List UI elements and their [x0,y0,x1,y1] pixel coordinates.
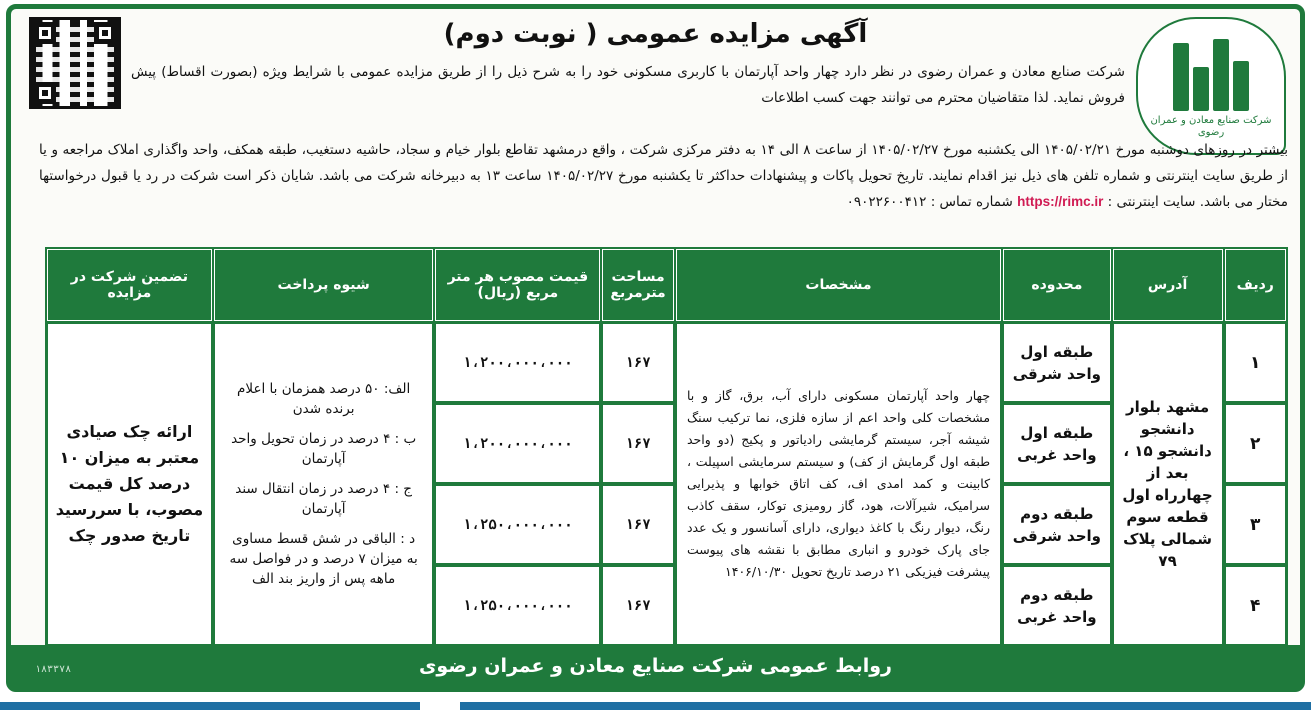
price-cell: ۱،۲۰۰،۰۰۰،۰۰۰ [435,323,600,402]
specs-cell: چهار واحد آپارتمان مسکونی دارای آب، برق، گاز و با مشخصات کلی واحد اعم از سازه فلزی، نما ترکیب سنگ شیشه آجر، سیستم گرمایشی رادیاتور و پکیج (دو واحد طبقه اول گرمایش از کف) و سیستم سرمایشی اسپیلت ، کابینت و کمد امدی اف، کف اتاق خوابها و پذیرایی سرامیک، شیرآلات، هود، گاز رومیزی توکار، سقف کاذب رنگ، دیوار رنگ با کاغذ دیواری، دارای آسانسور و یک عدد جای پارک خودرو و انباری مطابق با نقشه های پیوست پیشرفت فیزیکی ۲۱ درصد تاریخ تحویل ۱۴۰۶/۱۰/۳۰ [676,323,1001,645]
col-area: مساحت مترمربع [602,249,674,321]
zone-cell: طبقه دوم واحد غربی [1003,566,1111,645]
guarantee-cell: ارائه چک صیادی معتبر به میزان ۱۰ درصد کل قیمت مصوب، با سررسید تاریخ صدور چک [47,323,212,645]
price-cell: ۱،۲۵۰،۰۰۰،۰۰۰ [435,485,600,564]
col-price: قیمت مصوب هر متر مربع (ریال) [435,249,600,321]
price-cell: ۱،۲۰۰،۰۰۰،۰۰۰ [435,404,600,483]
col-guarantee: تضمین شرکت در مزایده [47,249,212,321]
auction-notice [6,4,1305,692]
col-specs: مشخصات [676,249,1001,321]
col-address: آدرس [1113,249,1223,321]
col-index: ردیف [1225,249,1287,321]
zone-cell: طبقه اول واحد شرقی [1003,323,1111,402]
row-index: ۳ [1225,485,1287,564]
zone-cell: طبقه دوم واحد شرقی [1003,485,1111,564]
area-cell: ۱۶۷ [602,485,674,564]
notice-intro: شرکت صنایع معادن و عمران رضوی در نظر دارد چهار واحد آپارتمان با کاربری مسکونی خود را به شرح ذیل را از طریق مزایده عمومی با شرایط ویژه (بصورت اقساط) پیش فروش نماید. لذا متقاضیان محترم می توانند جهت کسب اطلاعات [131,64,1125,106]
price-cell: ۱،۲۵۰،۰۰۰،۰۰۰ [435,566,600,645]
logo-icon [1171,33,1251,111]
payment-item: ب : ۴ درصد در زمان تحویل واحد آپارتمان [231,431,417,467]
table-row [47,323,1286,402]
col-zone: محدوده [1003,249,1111,321]
payment-item: الف: ۵۰ درصد همزمان با اعلام برنده شدن [237,381,411,417]
website-link[interactable]: https://rimc.ir [1017,194,1104,209]
area-cell: ۱۶۷ [602,566,674,645]
notice-title: آگهی مزایده عمومی ( نوبت دوم) [443,19,868,49]
notice-body [39,137,1288,215]
address-cell: مشهد بلوار دانشجو دانشجو ۱۵ ، بعد از چهارراه اول قطعه سوم شمالی پلاک ۷۹ [1113,323,1223,645]
col-payment: شیوه پرداخت [214,249,434,321]
payment-cell [214,323,434,645]
area-cell: ۱۶۷ [602,323,674,402]
notice-body-text: بیشتر در روزهای دوشنبه مورخ ۱۴۰۵/۰۲/۲۱ الی یکشنبه مورخ ۱۴۰۵/۰۲/۲۷ از ساعت ۸ الی ۱۴ به دفتر مرکزی شرکت ، واقع درمشهد تقاطع بلوار خیام و سجاد، حاشیه دستغیب، طبقه همکف، واحد واگذاری املاک مراجعه و یا از طریق سایت اینترنتی و شماره تلفن های ذیل نیز اقدام نمایند. تاریخ تحویل پاکات و پیشنهادات حداکثر تا یکشنبه مورخ ۱۴۰۵/۰۲/۲۷ ساعت ۱۳ به دبیرخانه شرکت می باشد. شایان ذکر است شرکت در رد یا قبول درخواستها مختار می باشد. سایت اینترنتی : [39,142,1289,210]
payment-item: ج : ۴ درصد در زمان انتقال سند آپارتمان [235,481,413,517]
auction-table [45,247,1288,647]
notice-header [11,9,1300,245]
logo-caption: شرکت صنایع معادن و عمران رضوی [1150,115,1272,138]
phone-number: شماره تماس : ۰۹۰۲۲۶۰۰۴۱۲ [846,194,1013,210]
row-index: ۴ [1225,566,1287,645]
company-logo [1136,17,1286,155]
area-cell: ۱۶۷ [602,404,674,483]
ad-code: ۱۸۳۳۷۸ [35,664,72,675]
row-index: ۲ [1225,404,1287,483]
zone-cell: طبقه اول واحد غربی [1003,404,1111,483]
row-index: ۱ [1225,323,1287,402]
payment-item: د : الباقی در شش قسط مساوی به میزان ۷ درصد و در فواصل سه ماهه پس از واریز بند الف [229,531,418,587]
page-bottom-strip [0,698,1311,710]
footer-banner: روابط عمومی شرکت صنایع معادن و عمران رضوی [11,645,1300,687]
table-header-row [47,249,1286,321]
